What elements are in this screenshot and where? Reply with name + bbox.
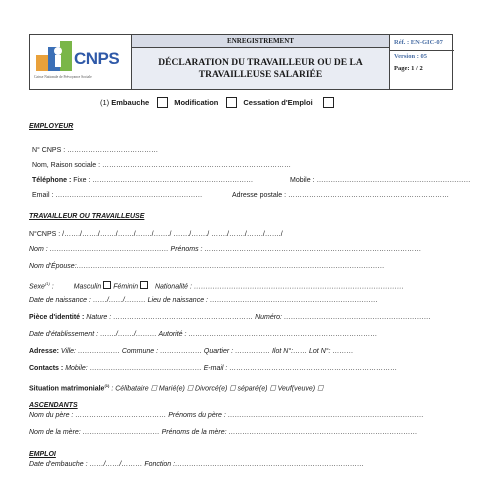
employeur-telephone-row <box>32 176 253 185</box>
option-modification-label: Modification <box>174 98 219 107</box>
section-employeur-title: EMPLOYEUR <box>29 123 74 130</box>
employeur-raison-field[interactable]: Nom, Raison sociale : ……………………………………………………………………… <box>32 162 292 169</box>
logo-text: CNPS <box>74 49 120 68</box>
employeur-cnps-field[interactable]: N° CNPS : ………………………………… <box>32 147 159 154</box>
etablissement-field[interactable]: Date d'établissement : ……./……./……… Autorité : ……………………………………………………………………… <box>29 331 378 338</box>
option-embauche-label: Embauche <box>111 98 150 107</box>
ref-label: Réf. : EN-GIC-07 <box>394 39 443 46</box>
sexe-feminin-label: Féminin <box>113 283 139 291</box>
piece-field[interactable]: Nature : …………………………………………………… Numéro: ……………………………………………………… <box>86 314 431 321</box>
telephone-label: Téléphone : <box>32 177 72 184</box>
embauche-field[interactable]: Date d'embauche : ……/……/……… Fonction :……………………………………………………………………… <box>29 461 365 468</box>
option-cessation-label: Cessation d'Emploi <box>243 98 313 107</box>
ref-cell <box>390 35 454 89</box>
sexe-sup: (1) <box>44 281 50 286</box>
checkbox-masculin[interactable] <box>103 281 111 289</box>
sexe-label: Sexe <box>29 283 45 291</box>
adresse-label: Adresse: <box>29 348 59 355</box>
pere-field[interactable]: Nom du père : ………………………………… Prénoms du père : ………………………………………………………………………… <box>29 412 424 419</box>
checkbox-feminin[interactable] <box>140 281 148 289</box>
section-emploi-title: EMPLOI <box>29 451 56 458</box>
checkbox-modification[interactable] <box>226 97 237 108</box>
employeur-adresse-field[interactable]: Adresse postale : …………………………………………………………… <box>232 192 450 199</box>
adresse-field[interactable]: Ville: ……………… Commune : ……………… Quartier : …………… Ilot N°:…… Lot N°: ……… <box>60 348 354 355</box>
situation-sup: (1) <box>104 383 110 388</box>
form-kind: ENREGISTREMENT <box>132 35 389 48</box>
form-header <box>29 34 453 90</box>
page-label: Page: 1 / 2 <box>394 65 423 72</box>
title-cell <box>132 35 390 89</box>
telephone-fixe-field[interactable]: Fixe : …………………………………………………………… <box>73 177 254 184</box>
contacts-row <box>29 364 397 373</box>
piece-row <box>29 313 431 322</box>
situation-row <box>29 381 323 393</box>
logo-cell <box>30 35 132 89</box>
naissance-field[interactable]: Date de naissance : ……/……/……… Lieu de naissance : ……………………………………………………………… <box>29 297 378 304</box>
section-travailleur-title: TRAVAILLEUR OU TRAVAILLEUSE <box>29 213 145 220</box>
version-label: Version : 05 <box>394 53 427 60</box>
form-title-line1: DÉCLARATION DU TRAVAILLEUR OU DE LA <box>158 57 363 68</box>
type-prefix: (1) <box>100 98 110 107</box>
contacts-label: Contacts : <box>29 365 64 372</box>
form-title <box>132 48 389 89</box>
contacts-field[interactable]: Mobile: ………………………………………… E-mail : ……………………………………………………………… <box>65 365 398 372</box>
employeur-email-field[interactable]: Email : ……………………………………………………… <box>32 192 203 199</box>
declaration-type <box>100 97 334 108</box>
telephone-mobile-field[interactable]: Mobile : ………………………………………………………… <box>290 177 471 184</box>
situation-options[interactable]: : Célibataire ☐ Marié(e) ☐ Divorcé(e) ☐ séparé(e) ☐ Veuf(veuve) ☐ <box>111 385 324 393</box>
logo-subtitle: Caisse Nationale de Prévoyance Sociale <box>34 75 92 79</box>
checkbox-embauche[interactable] <box>157 97 168 108</box>
adresse-row <box>29 347 353 356</box>
nationalite-field[interactable]: Nationalité : ……………………………………………………………………………… <box>154 283 404 291</box>
sexe-masculin-label: Masculin <box>73 283 102 291</box>
sexe-row: Sexe$^{(1)}$ : Masculin Féminin Nationalité : ……………………………………………………………………………… <box>29 281 404 291</box>
travailleur-cnps-field[interactable]: N°CNPS : /……./……./……./……./……./……./ ……./……./ ……./……./……./……./ <box>29 231 283 238</box>
section-ascendants-title: ASCENDANTS <box>29 402 78 409</box>
travailleur-nom-field[interactable]: Nom : …………………………………………… Prénoms : ………………………………………………………………………………… <box>29 246 422 253</box>
travailleur-nom-epouse-field[interactable]: Nom d'Épouse:…………………………………………………………………………………………………………………… <box>29 263 385 270</box>
piece-label: Pièce d'identité : <box>29 314 85 321</box>
mere-field[interactable]: Nom de la mère: …………………………… Prénoms de la mère: ……………………………………………………………………… <box>29 429 418 436</box>
checkbox-cessation[interactable] <box>323 97 334 108</box>
situation-label: Situation matrimoniale <box>29 385 105 393</box>
cnps-logo-icon <box>36 41 74 73</box>
form-title-line2: TRAVAILLEUSE SALARIÉE <box>198 69 323 80</box>
